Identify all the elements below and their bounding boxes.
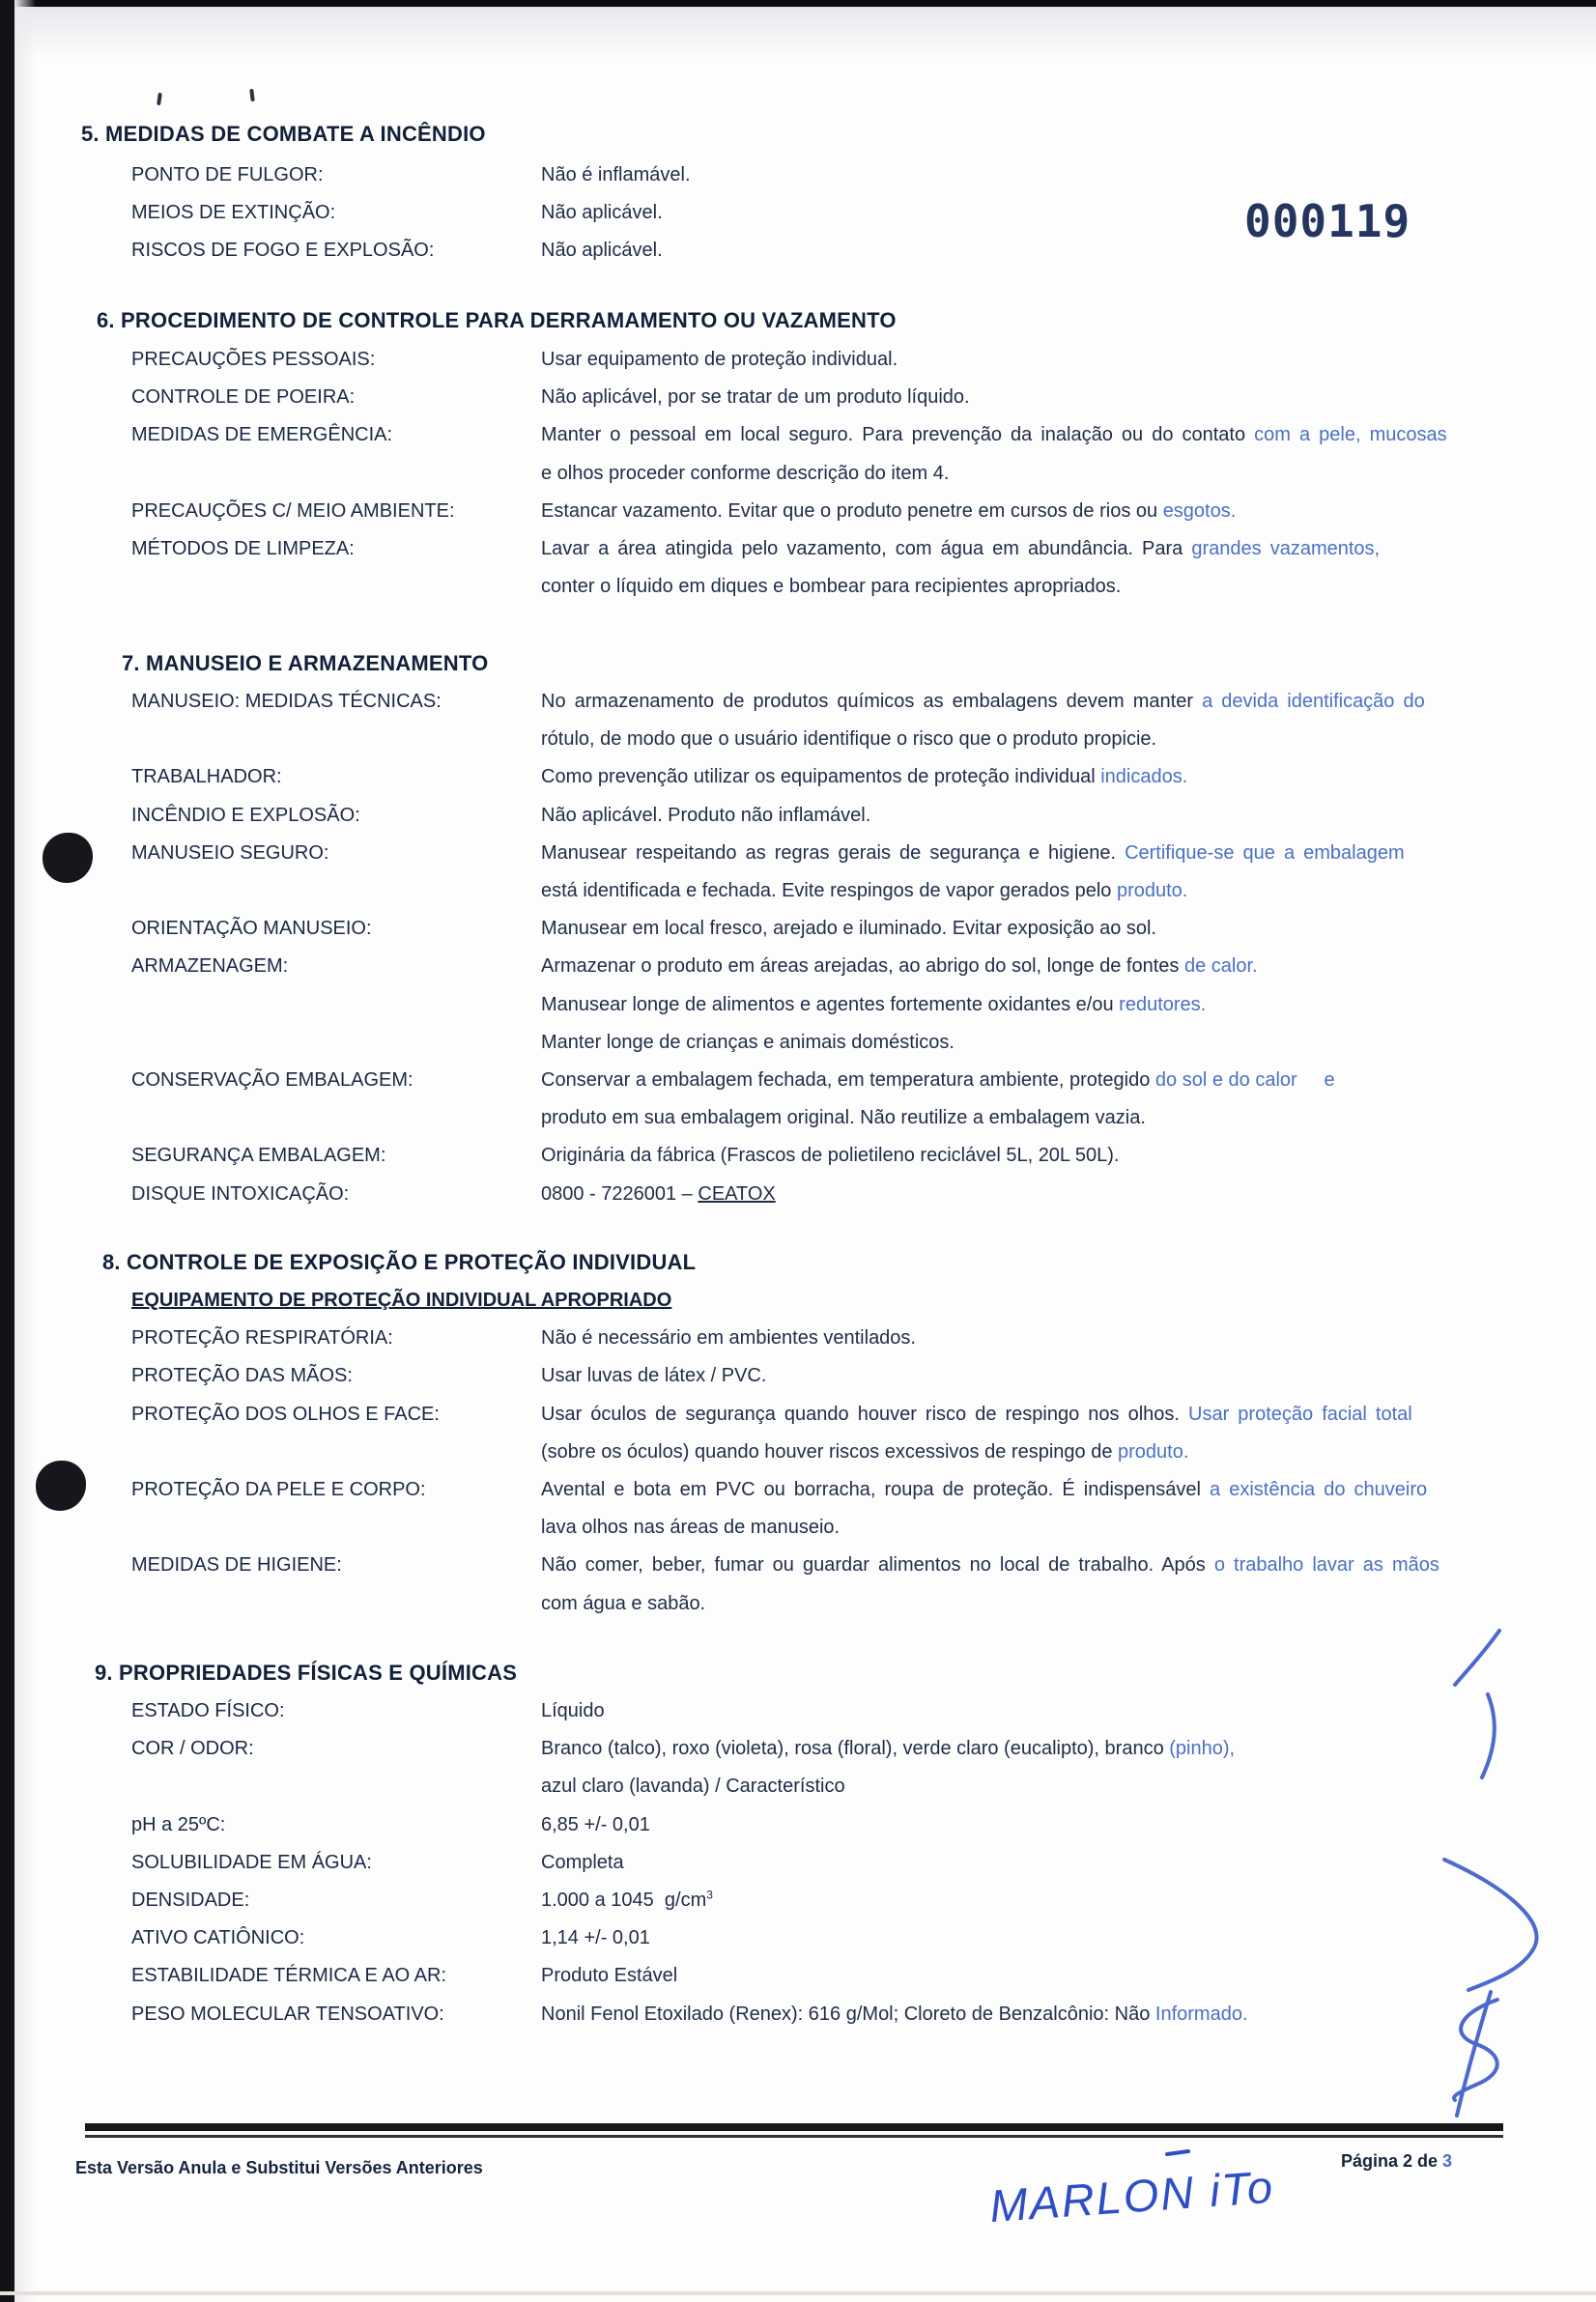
row-line: [0, 948, 1596, 986]
row-line: [0, 1176, 1596, 1214]
row-line: [0, 1024, 1596, 1063]
row-line: [0, 455, 1596, 494]
text-segment: Conservar a embalagem fechada, em temperatura ambiente, protegido: [541, 1069, 1155, 1091]
text-segment: Manter longe de crianças e animais domésticos.: [541, 1031, 955, 1053]
page-number: [1341, 2151, 1452, 2172]
value-line: [541, 1692, 605, 1730]
section-title: 8. CONTROLE DE EXPOSIÇÃO E PROTEÇÃO INDIVIDUAL: [102, 1250, 697, 1274]
section-6: [0, 308, 1596, 598]
row-line: [0, 910, 1596, 949]
row-label: PONTO DE FULGOR:: [131, 164, 324, 185]
signature-handwriting: [974, 2131, 1341, 2257]
row-line: [0, 156, 1596, 195]
text-segment: Manusear longe de alimentos e agentes fortemente oxidantes e/ou: [541, 993, 1120, 1015]
text-segment: Como prevenção utilizar os equipamentos de proteção individual: [541, 766, 1101, 788]
text-segment: conter o líquido em diques e bombear para recipientes apropriados.: [541, 576, 1122, 598]
value-line: [541, 1137, 1119, 1175]
row-label: DISQUE INTOXICAÇÃO:: [131, 1182, 350, 1205]
value-line: [541, 1099, 1146, 1137]
value-line: [541, 1768, 845, 1805]
row-line: [0, 1806, 1596, 1845]
faded-blue-text: Certifique-se que a embalagem: [1125, 841, 1405, 864]
row-label: MANUSEIO: MEDIDAS TÉCNICAS:: [131, 691, 442, 712]
row-label: PROTEÇÃO RESPIRATÓRIA:: [131, 1327, 393, 1350]
row-line: [0, 1062, 1596, 1100]
value-line: [541, 156, 691, 194]
value-line: [541, 1062, 1335, 1099]
value-line: [541, 910, 1156, 948]
row-line: [0, 1320, 1596, 1358]
row-label: CONSERVAÇÃO EMBALAGEM:: [131, 1069, 413, 1091]
row-label: MEDIDAS DE EMERGÊNCIA:: [131, 424, 393, 446]
row-line: [0, 1730, 1596, 1769]
value-line: [541, 1585, 705, 1623]
row-label: SEGURANÇA EMBALAGEM:: [131, 1145, 386, 1167]
text-segment: 6,85 +/- 0,01: [541, 1813, 650, 1835]
row-line: [0, 341, 1596, 380]
value-line: [541, 1509, 840, 1547]
text-segment: está identificada e fechada. Evite respingos de vapor gerados pelo: [541, 880, 1117, 901]
row-line: [0, 721, 1596, 759]
value-line: [541, 1176, 776, 1213]
row-label: ARMAZENAGEM:: [131, 955, 289, 978]
faded-blue-text: e: [1324, 1069, 1335, 1091]
text-segment: No armazenamento de produtos químicos as embalagens devem manter: [541, 691, 1203, 712]
value-line: [541, 721, 1156, 758]
row-line: [0, 986, 1596, 1025]
text-segment: Armazenar o produto em áreas arejadas, ao abrigo do sol, longe de fontes: [541, 955, 1184, 978]
faded-blue-text: grandes vazamentos,: [1191, 538, 1381, 559]
faded-blue-text: a devida identificação do: [1202, 691, 1425, 712]
row-label: ESTADO FÍSICO:: [131, 1700, 285, 1721]
value-line: [541, 797, 870, 835]
row-label: DENSIDADE:: [131, 1890, 250, 1911]
svg-text:MARLON iTo: MARLON iTo: [987, 2160, 1276, 2232]
row-label: pH a 25ºC:: [131, 1813, 226, 1835]
text-segment: (sobre os óculos) quando houver riscos excessivos de respingo de: [541, 1440, 1118, 1463]
value-line: [541, 1844, 624, 1882]
value-line: [541, 1730, 1235, 1768]
text-segment: Página 2 de: [1341, 2151, 1443, 2171]
row-label: SOLUBILIDADE EM ÁGUA:: [131, 1851, 372, 1873]
row-label: MEIOS DE EXTINÇÃO:: [131, 202, 336, 224]
text-segment: e olhos proceder conforme descrição do item 4.: [541, 462, 950, 484]
row-label: PROTEÇÃO DOS OLHOS E FACE:: [131, 1403, 440, 1425]
value-line: [541, 379, 970, 416]
faded-blue-text: produto.: [1118, 1440, 1189, 1463]
faded-blue-text: Informado.: [1154, 2003, 1248, 2025]
faded-blue-text: esgotos.: [1162, 499, 1237, 522]
row-line: [0, 1768, 1596, 1806]
pen-stroke-3: [1444, 1860, 1536, 1990]
section-7: [0, 651, 1596, 1205]
ink-speck: [157, 93, 162, 105]
faded-blue-text: de calor.: [1183, 955, 1258, 978]
value-line: [541, 1320, 916, 1357]
row-line: [0, 232, 1596, 270]
row-line: [0, 797, 1596, 836]
row-line: [0, 1919, 1596, 1958]
value-line: [541, 1919, 650, 1957]
value-line: [541, 194, 663, 232]
faded-blue-text: Usar proteção facial total: [1188, 1403, 1412, 1425]
row-line: [0, 1844, 1596, 1883]
row-line: [0, 683, 1596, 722]
text-segment: Não aplicável.: [541, 202, 663, 224]
text-segment: azul claro (lavanda) / Característico: [541, 1776, 845, 1798]
text-segment: Não aplicável.: [541, 240, 663, 262]
row-label: PRECAUÇÕES PESSOAIS:: [131, 349, 376, 370]
pen-stroke-1: [1455, 1631, 1499, 1685]
section-8: [0, 1250, 1596, 1614]
value-line: [541, 758, 1187, 796]
section-title: 9. PROPRIEDADES FÍSICAS E QUÍMICAS: [95, 1661, 518, 1685]
footer-rule-thick: [85, 2123, 1503, 2131]
row-line: [0, 1137, 1596, 1176]
value-line: [541, 1806, 650, 1844]
text-segment: Não aplicável. Produto não inflamável.: [541, 804, 871, 826]
row-line: [0, 1692, 1596, 1731]
row-label: ATIVO CATIÔNICO:: [131, 1927, 305, 1949]
row-line: [0, 1471, 1596, 1510]
row-line: [0, 758, 1596, 797]
text-segment: Manusear respeitando as regras gerais de segurança e higiene.: [541, 841, 1126, 864]
value-line: [541, 1396, 1412, 1434]
ink-speck: [249, 89, 255, 101]
value-line: [541, 493, 1236, 530]
row-line: [0, 1585, 1596, 1624]
text-segment: [1297, 1069, 1325, 1091]
section-9: [0, 1661, 1596, 2025]
text-segment: Completa: [541, 1851, 624, 1873]
text-segment: Não é necessário em ambientes ventilados.: [541, 1327, 916, 1350]
text-segment: Usar luvas de látex / PVC.: [541, 1365, 767, 1387]
text-segment: Nonil Fenol Etoxilado (Renex): 616 g/Mol; Cloreto de Benzalcônio: Não: [541, 2003, 1155, 2025]
text-segment: 1.000 a 1045 g/cm: [541, 1890, 707, 1911]
row-label: MÉTODOS DE LIMPEZA:: [131, 538, 355, 559]
row-label: RISCOS DE FOGO E EXPLOSÃO:: [131, 240, 435, 262]
row-line: [0, 1996, 1596, 2034]
value-line: [541, 1434, 1188, 1471]
row-line: [0, 1282, 1596, 1321]
row-label: ORIENTAÇÃO MANUSEIO:: [131, 918, 372, 940]
pen-stroke-2: [1482, 1694, 1495, 1777]
text-segment: Originária da fábrica (Frascos de polietileno reciclável 5L, 20L 50L).: [541, 1145, 1120, 1167]
value-line: [541, 948, 1258, 985]
text-segment: rótulo, de modo que o usuário identifique o risco que o produto propicie.: [541, 728, 1157, 751]
section-title: 7. MANUSEIO E ARMAZENAMENTO: [122, 651, 489, 675]
row-line: [0, 872, 1596, 911]
row-line: [0, 1547, 1596, 1585]
row-line: [0, 379, 1596, 417]
text-segment: Branco (talco), roxo (violeta), rosa (floral), verde claro (eucalipto), branco: [541, 1738, 1170, 1760]
value-line: [541, 1471, 1427, 1509]
faded-blue-text: redutores.: [1119, 993, 1207, 1015]
faded-blue-text: indicados.: [1100, 766, 1188, 788]
faded-blue-text: com a pele, mucosas: [1254, 424, 1447, 446]
value-line: [541, 568, 1121, 606]
text-segment: Não comer, beber, fumar ou guardar alimentos no local de trabalho. Após: [541, 1554, 1214, 1577]
text-segment: produto em sua embalagem original. Não reutilize a embalagem vazia.: [541, 1107, 1146, 1129]
value-line: [541, 835, 1405, 872]
row-label: INCÊNDIO E EXPLOSÃO:: [131, 804, 360, 826]
text-segment: Usar óculos de segurança quando houver risco de respingo nos olhos.: [541, 1403, 1189, 1425]
row-line: [0, 530, 1596, 569]
row-line: [0, 835, 1596, 873]
faded-blue-text: o trabalho lavar as mãos: [1213, 1554, 1439, 1577]
row-label: MEDIDAS DE HIGIENE:: [131, 1554, 342, 1577]
value-line: [541, 416, 1447, 454]
scan-edge-top: [0, 0, 1596, 7]
value-line: [541, 455, 949, 493]
row-label: PRECAUÇÕES C/ MEIO AMBIENTE:: [131, 499, 455, 522]
value-line: [541, 530, 1380, 568]
value-line: [541, 1024, 955, 1062]
text-segment: 3: [706, 1888, 713, 1902]
text-segment: Produto Estável: [541, 1965, 678, 1987]
text-segment: com água e sabão.: [541, 1592, 706, 1614]
text-segment: Manusear em local fresco, arejado e iluminado. Evitar exposição ao sol.: [541, 918, 1156, 940]
row-label: PROTEÇÃO DA PELE E CORPO:: [131, 1479, 426, 1500]
row-line: [0, 1882, 1596, 1920]
value-line: [541, 1882, 713, 1919]
row-line: [0, 1957, 1596, 1996]
faded-blue-text: do sol e do calor: [1154, 1069, 1297, 1091]
row-line: [0, 1396, 1596, 1435]
text-segment: CEATOX: [698, 1182, 776, 1205]
text-segment: Líquido: [541, 1700, 605, 1721]
row-label: ESTABILIDADE TÉRMICA E AO AR:: [131, 1965, 447, 1987]
text-segment: Usar equipamento de proteção individual.: [541, 349, 898, 370]
row-line: [0, 416, 1596, 455]
faded-blue-text: produto.: [1116, 880, 1188, 901]
section-title: 6. PROCEDIMENTO DE CONTROLE PARA DERRAMAMENTO OU VAZAMENTO: [97, 308, 897, 332]
value-line: [541, 872, 1187, 910]
row-line: [0, 194, 1596, 233]
faded-blue-text: (pinho),: [1169, 1738, 1236, 1760]
scan-shadow-top: [0, 7, 1596, 60]
text-segment: Estancar vazamento. Evitar que o produto penetre em cursos de rios ou: [541, 499, 1163, 522]
pen-marks: [1411, 1546, 1596, 2125]
row-line: [0, 1099, 1596, 1138]
value-line: [541, 1996, 1248, 2033]
value-line: [541, 1957, 677, 1995]
row-line: [0, 493, 1596, 531]
stamp-number: 000119: [1244, 195, 1411, 247]
row-label: MANUSEIO SEGURO:: [131, 841, 329, 864]
row-label: PESO MOLECULAR TENSOATIVO:: [131, 2003, 444, 2025]
faded-blue-text: 3: [1442, 2151, 1453, 2171]
text-segment: Manter o pessoal em local seguro. Para prevenção da inalação ou do contato: [541, 424, 1255, 446]
text-segment: Avental e bota em PVC ou borracha, roupa de proteção. É indispensável: [541, 1479, 1211, 1500]
row-label: PROTEÇÃO DAS MÃOS:: [131, 1365, 353, 1387]
section-title: 5. MEDIDAS DE COMBATE A INCÊNDIO: [81, 122, 486, 146]
row-line: [0, 1509, 1596, 1548]
text-segment: Não aplicável, por se tratar de um produto líquido.: [541, 386, 970, 409]
row-line: [0, 1434, 1596, 1472]
text-segment: 1,14 +/- 0,01: [541, 1927, 650, 1949]
row-label: TRABALHADOR:: [131, 766, 282, 788]
value-line: [541, 1357, 766, 1395]
row-line: [0, 568, 1596, 607]
value-line: [541, 1547, 1439, 1584]
value-line: [541, 232, 663, 270]
row-line: [0, 1357, 1596, 1396]
footer-note: Esta Versão Anula e Substitui Versões Anteriores: [75, 2158, 483, 2177]
text-segment: lava olhos nas áreas de manuseio.: [541, 1517, 841, 1539]
value-line: [541, 683, 1425, 721]
row-label: COR / ODOR:: [131, 1738, 254, 1760]
text-segment: 0800 - 7226001 –: [541, 1182, 698, 1205]
scan-line-bottom: [0, 2291, 1596, 2295]
faded-blue-text: a existência do chuveiro: [1210, 1479, 1428, 1500]
value-line: [541, 986, 1206, 1024]
text-segment: Lavar a área atingida pelo vazamento, com água em abundância. Para: [541, 538, 1192, 559]
row-label: CONTROLE DE POEIRA:: [131, 386, 356, 409]
value-line: [541, 341, 898, 379]
text-segment: Não é inflamável.: [541, 164, 691, 185]
subsection-heading: EQUIPAMENTO DE PROTEÇÃO INDIVIDUAL APROPRIADO: [131, 1290, 672, 1311]
